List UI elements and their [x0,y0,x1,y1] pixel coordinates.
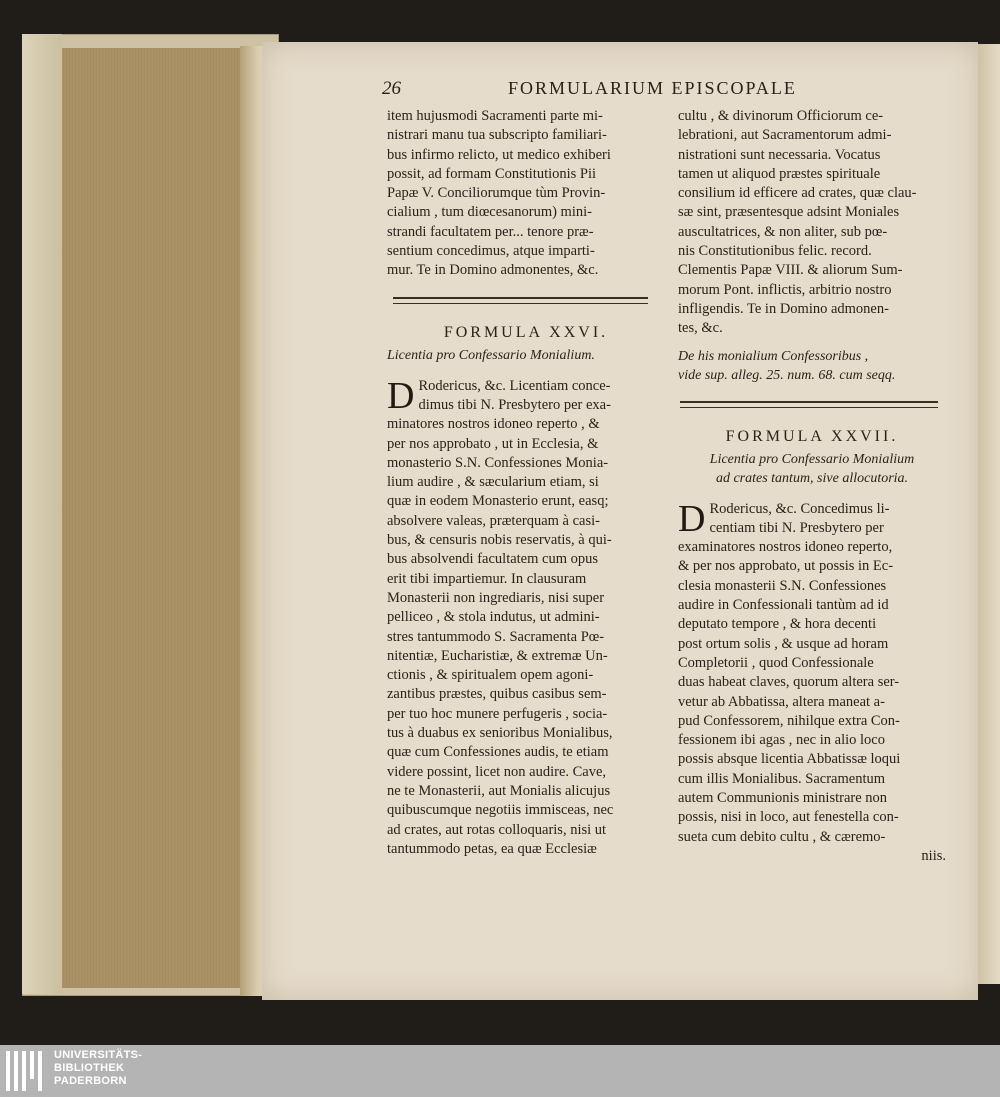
text-line: sentium concedimus, atque imparti- [387,243,595,260]
text-line: centiam tibi N. Presbytero per [709,519,884,536]
text-line: lium audire , & sæcularium etiam, si [387,474,599,491]
section-rule [393,297,648,304]
text-line: auscultatrices, & non aliter, sub pœ- [678,223,888,240]
text-line: clesia monasterii S.N. Confessiones [678,577,887,594]
text-line: tamen ut aliquod præstes spirituale [678,165,881,182]
library-banner [0,1045,1000,1097]
text-line: & per nos approbato, ut possis in Ec- [678,558,894,575]
formula-subtitle: Licentia pro Confessario Monialium. [387,347,595,363]
text-line: deputato tempore , & hora decenti [678,616,877,633]
text-line: ctionis , & spiritualem opem agoni- [387,667,594,684]
text-line: post ortum solis , & usque ad horam [678,635,889,652]
reference-line: De his monialium Confessoribus , [678,348,869,364]
text-line: videre possint, licet non audire. Cave, [387,763,607,780]
formula-heading: FORMULA XXVI. [443,323,609,341]
text-line: bus, & censuris nobis reservatis, à qui- [387,532,612,549]
text-line: item hujusmodi Sacramenti parte mi- [387,108,603,124]
drop-cap: D [387,374,415,417]
running-head [382,78,852,104]
text-line: sueta cum debito cultu , & cæremo- [678,828,886,845]
cross-reference [678,347,946,385]
right-column [678,107,946,866]
library-name-line: UNIVERSITÄTS- [54,1049,143,1061]
text-line: nistrari manu tua subscripto familiari- [387,127,607,144]
library-name-line: BIBLIOTHEK [54,1062,125,1074]
text-line: Completorii , quod Confessionale [678,654,874,671]
text-line: audire in Confessionali tantùm ad id [678,597,889,614]
text-line: tantummodo petas, ea quæ Ecclesiæ [387,840,597,857]
formula-subtitle: ad crates tantum, sive allocutoria. [715,470,909,486]
text-line: per nos approbato , ut in Ecclesia, & [387,435,599,452]
text-line: infligendis. Te in Domino admonen- [678,300,889,317]
formula-heading: FORMULA XXVII. [725,427,899,445]
text-line: lebrationi, aut Sacramentorum admi- [678,127,892,144]
text-line: sæ sint, præsentesque adsint Moniales [678,204,900,221]
cover-edge [22,34,62,994]
facing-page-edge [978,44,1000,984]
text-line: nistrationi sunt necessaria. Vocatus [678,146,881,163]
text-line: Monasterii non ingrediaris, nisi super [387,589,605,606]
text-line: nitentiæ, Eucharistiæ, & extremæ Un- [387,647,608,664]
text-line: minatores nostros idoneo reperto , & [387,416,600,433]
formula-body [678,497,946,867]
text-line: bus infirmo relicto, ut medico exhiberi [387,146,611,163]
text-line: examinatores nostros idoneo reperto, [678,539,893,556]
reference-line: vide sup. alleg. 25. num. 68. cum seqq. [678,367,896,383]
text-line: cialium , tum diœcesanorum) mini- [387,204,592,221]
library-logo-icon [6,1051,50,1091]
text-line: Rodericus, &c. Licentiam conce- [418,377,611,394]
text-line: per tuo hoc munere perfugeris , socia- [387,705,608,722]
text-line: monasterio S.N. Confessiones Monia- [387,454,609,471]
text-line: ad crates, aut rotas colloquaris, nisi ut [387,821,607,838]
library-name [54,1049,142,1088]
text-line: cultu , & divinorum Officiorum ce- [678,108,884,124]
text-line: quæ in eodem Monasterio erunt, easq; [387,493,609,510]
text-line: possis, nisi in loco, aut fenestella con- [678,809,899,826]
text-line: stres tantummodo S. Sacramenta Pœ- [387,628,605,645]
running-title: FORMULARIUM EPISCOPALE [508,78,797,98]
text-line: Clementis Papæ VIII. & aliorum Sum- [678,262,903,279]
text-line: nis Constitutionibus felic. record. [678,243,872,260]
text-line: strandi facultatem per... tenore præ- [387,223,594,240]
page-edges [62,48,242,988]
formula-body [387,374,665,859]
text-line: Papæ V. Conciliorumque tùm Provin- [387,185,606,202]
text-line: morum Pont. inflictis, arbitrio nostro [678,281,892,298]
text-line: autem Communionis ministrare non [678,790,888,807]
text-line: zantibus præstes, quibus casibus sem- [387,686,607,703]
text-line: ne te Monasterii, aut Monialis alicujus [387,782,611,799]
text-line: bus absolvendi facultatem cum opus [387,551,599,568]
text-line: quæ cum Confessiones audis, te etiam [387,744,609,761]
text-line: fessionem ibi agas , nec in alio loco [678,732,885,749]
text-line: cum illis Monialibus. Sacramentum [678,770,886,787]
left-column [387,107,665,859]
section-rule [680,401,938,408]
drop-cap: D [678,497,706,540]
text-line: tes, &c. [678,320,723,337]
formula-subtitle: Licentia pro Confessario Monialium [709,451,915,467]
text-line: quibuscumque negotiis immisceas, nec [387,802,614,819]
text-line: pelliceo , & stola indutus, ut admini- [387,609,600,626]
text-line: niis. [921,847,946,864]
text-line: pud Confessorem, nihilque extra Con- [678,712,900,729]
text-line: vetur ab Abbatissa, altera maneat a- [678,693,885,710]
text-line: possis absque licentia Abbatissæ loqui [678,751,901,768]
text-line: erit tibi impartiemur. In clausuram [387,570,587,587]
text-line: duas habeat claves, quorum altera ser- [678,674,900,691]
text-line: absolvere valeas, præterquam à casi- [387,512,600,529]
text-line: consilium id efficere ad crates, quæ clau- [678,185,917,202]
page-number: 26 [382,78,401,99]
text-line: tus à duabus ex senioribus Monialibus, [387,725,613,742]
text-line: Rodericus, &c. Concedimus li- [709,500,890,517]
text-line: mur. Te in Domino admonentes, &c. [387,262,599,279]
library-name-line: PADERBORN [54,1075,127,1087]
text-line: dimus tibi N. Presbytero per exa- [418,396,611,413]
text-line: possit, ad formam Constitutionis Pii [387,165,597,182]
